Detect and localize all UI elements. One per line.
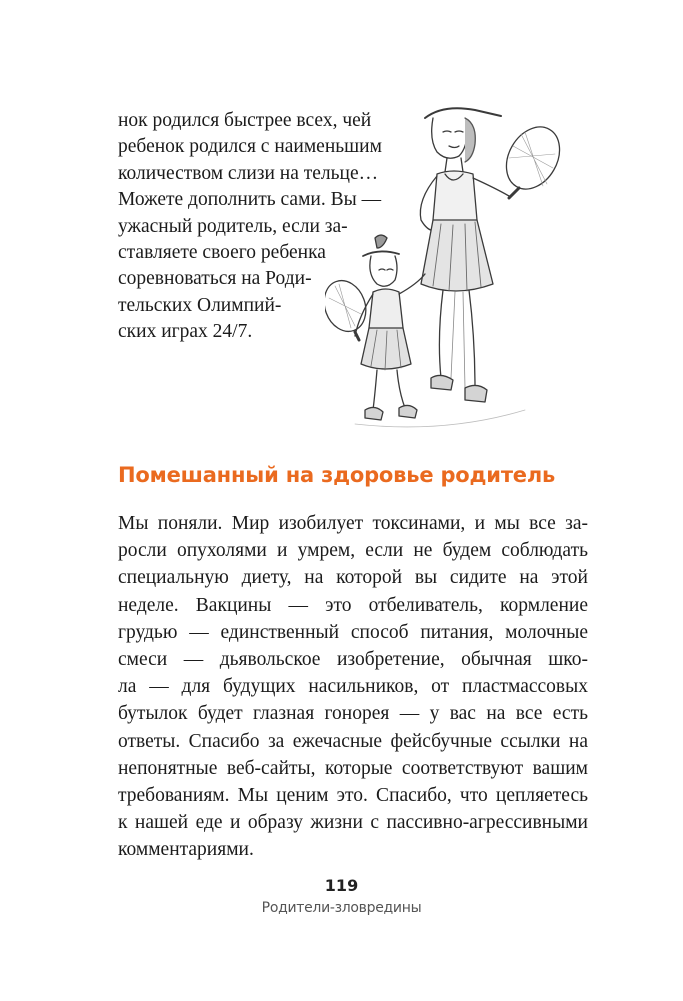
text-line: непонятные веб-сайты, которые соответствуют вашим (118, 757, 588, 779)
text-line: тельских Олимпий- (118, 294, 282, 316)
running-footer-title: Родители-зловредины (261, 900, 422, 916)
page-number: 119 (324, 876, 359, 895)
text-line: бутылок будет глазная гонорея — у вас на все есть (118, 703, 588, 725)
tennis-illustration-icon (325, 88, 565, 438)
text-line: ставляете своего ребенка (118, 242, 326, 264)
text-line: Мы поняли. Мир изобилует токсинами, и мы все за- (118, 513, 588, 534)
text-line: Можете дополнить сами. Вы — (118, 189, 382, 211)
text-line: ребенок родился с наименьшим (118, 136, 382, 158)
section-heading: Помешанный на здоровье родитель (118, 463, 556, 487)
text-line: нок родился быстрее всех, чей (118, 110, 372, 131)
text-line: ла — для будущих насильников, от пластмассовых (118, 676, 588, 698)
text-line: ответы. Спасибо за ежечасные фейсбучные ссылки на (118, 730, 588, 752)
text-line: ских играх 24/7. (118, 321, 253, 343)
text-line: смеси — дьявольское изобретение, обычная шко- (118, 649, 588, 671)
text-line: специальную диету, на которой вы сидите на этой (118, 567, 588, 589)
text-line: комментариями. (118, 839, 254, 861)
text-line: грудью — единственный способ питания, молочные (118, 621, 588, 643)
text-line: росли опухолями и умрем, если не будем соблюдать (118, 540, 588, 562)
text-line: количеством слизи на тельце… (118, 162, 379, 184)
text-line: соревноваться на Роди- (118, 268, 312, 290)
text-line: ужасный родитель, если за- (118, 215, 348, 237)
text-line: неделе. Вакцины — это отбеливатель, кормление (118, 594, 588, 616)
text-line: к нашей еде и образу жизни с пассивно-агрессивными (118, 812, 588, 834)
text-line: требованиям. Мы ценим это. Спасибо, что цепляетесь (118, 785, 588, 807)
section-body (118, 510, 588, 864)
